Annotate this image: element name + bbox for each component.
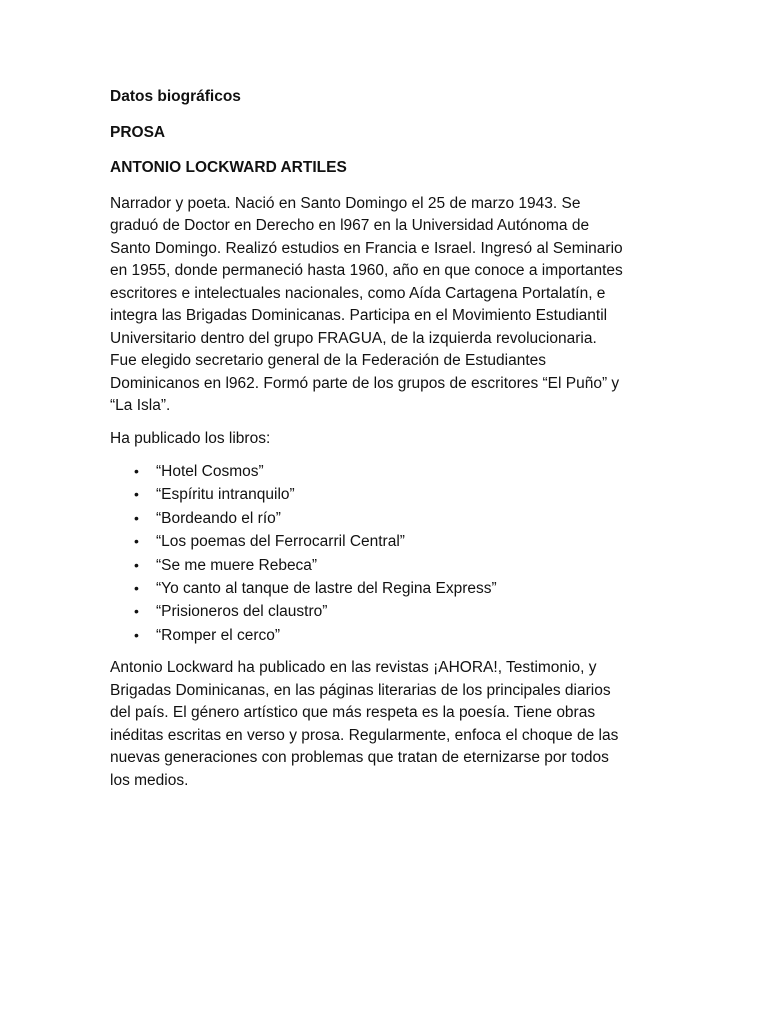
book-title: “Romper el cerco”	[156, 626, 281, 644]
biography-line: escritores e intelectuales nacionales, como Aída Cartagena Portalatín, e	[110, 284, 606, 302]
bullet-icon: •	[134, 556, 139, 573]
biography-line: Narrador y poeta. Nació en Santo Domingo el 25 de marzo 1943. Se	[110, 194, 581, 212]
biography-line: “La Isla”.	[110, 397, 171, 414]
book-title: “Prisioneros del claustro”	[156, 603, 328, 621]
list-item	[134, 600, 655, 623]
section-heading-datos: Datos biográficos	[110, 88, 241, 105]
biography-line: Universitario dentro del grupo FRAGUA, de la izquierda revolucionaria.	[110, 329, 597, 347]
closing-line: Antonio Lockward ha publicado en las revistas ¡AHORA!, Testimonio, y	[110, 659, 597, 677]
closing-line: nuevas generaciones con problemas que tratan de eternizarse por todos	[110, 749, 609, 767]
book-title: “Los poemas del Ferrocarril Central”	[156, 533, 405, 551]
list-item	[134, 507, 655, 530]
biography-line: Santo Domingo. Realizó estudios en Francia e Israel. Ingresó al Seminario	[110, 239, 623, 257]
closing-line: del país. El género artístico que más respeta es la poesía. Tiene obras	[110, 704, 596, 722]
list-item	[134, 624, 655, 647]
bullet-icon: •	[134, 626, 139, 643]
document-page	[110, 86, 655, 802]
closing-paragraph	[110, 657, 655, 792]
closing-line: los medios.	[110, 771, 189, 789]
biography-line: integra las Brigadas Dominicanas. Participa en el Movimiento Estudiantil	[110, 307, 608, 324]
book-title: “Se me muere Rebeca”	[156, 556, 318, 574]
bullet-icon: •	[134, 509, 139, 526]
list-item	[134, 460, 655, 483]
list-item	[134, 483, 655, 506]
book-title: “Hotel Cosmos”	[156, 463, 264, 480]
list-item	[134, 530, 655, 553]
list-item	[134, 554, 655, 577]
closing-line: inéditas escritas en verso y prosa. Regularmente, enfoca el choque de las	[110, 726, 619, 744]
section-heading-prosa: PROSA	[110, 123, 166, 141]
bullet-icon: •	[134, 603, 139, 620]
bullet-icon: •	[134, 486, 139, 503]
list-item	[134, 577, 655, 600]
biography-paragraph	[110, 193, 655, 418]
biography-line: Fue elegido secretario general de la Federación de Estudiantes	[110, 352, 546, 369]
books-list	[110, 460, 655, 647]
book-title: “Yo canto al tanque de lastre del Regina Express”	[156, 580, 497, 598]
author-name-heading: ANTONIO LOCKWARD ARTILES	[110, 159, 347, 176]
biography-line: graduó de Doctor en Derecho en l967 en la Universidad Autónoma de	[110, 217, 590, 234]
biography-line: Dominicanos en l962. Formó parte de los grupos de escritores “El Puño” y	[110, 374, 620, 392]
closing-line: Brigadas Dominicanas, en las páginas literarias de los principales diarios	[110, 681, 611, 699]
bullet-icon: •	[134, 533, 139, 550]
book-title: “Bordeando el río”	[156, 509, 281, 527]
bullet-icon: •	[134, 463, 139, 479]
bullet-icon: •	[134, 580, 139, 597]
biography-line: en 1955, donde permaneció hasta 1960, año en que conoce a importantes	[110, 262, 623, 279]
book-title: “Espíritu intranquilo”	[156, 486, 295, 504]
books-intro: Ha publicado los libros:	[110, 429, 271, 447]
